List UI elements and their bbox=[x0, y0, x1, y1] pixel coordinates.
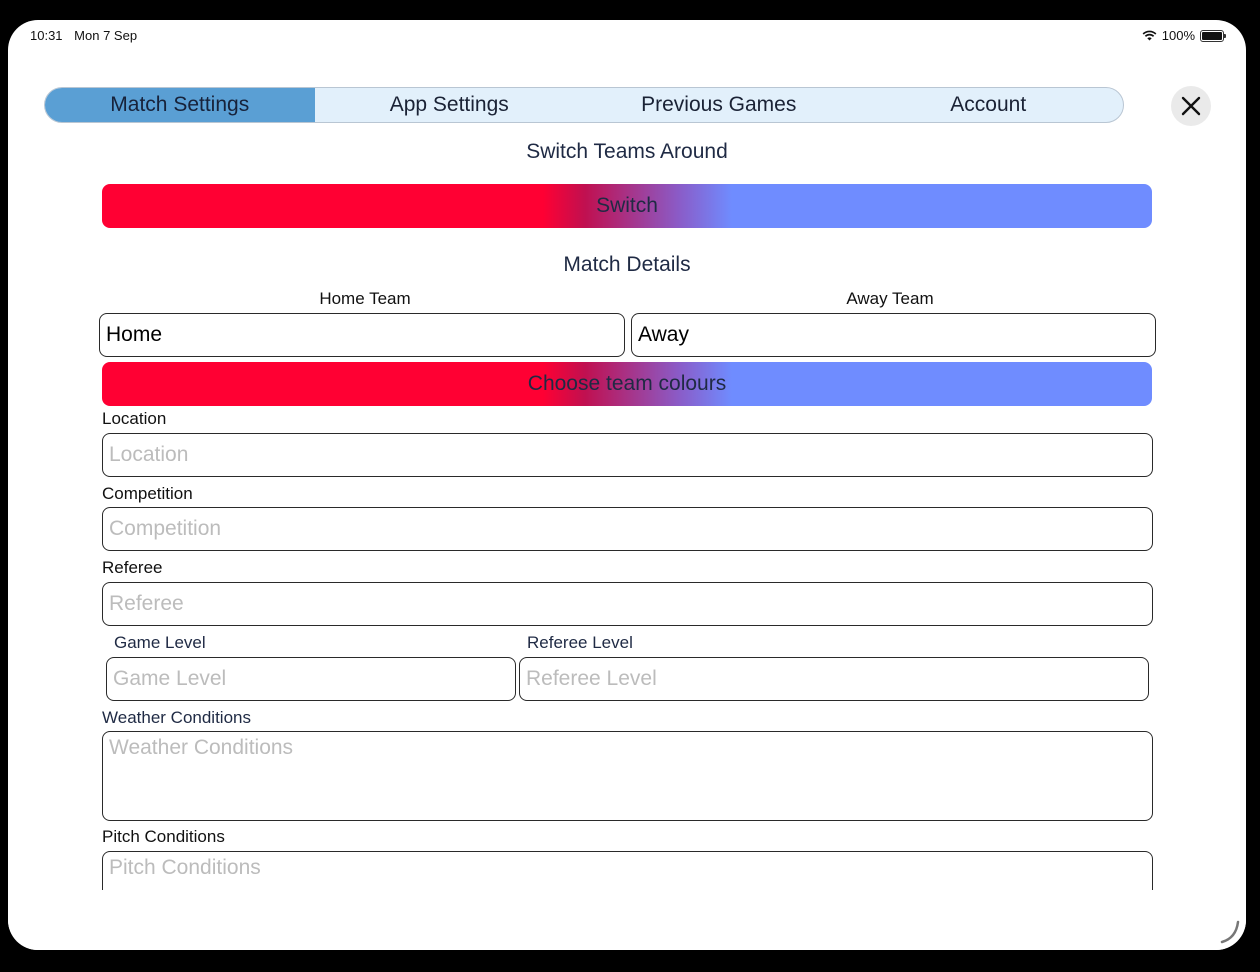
away-team-label: Away Team bbox=[846, 289, 934, 308]
battery-icon bbox=[1200, 30, 1224, 42]
competition-label: Competition bbox=[102, 484, 193, 503]
status-date: Mon 7 Sep bbox=[74, 28, 138, 43]
choose-team-colours-button[interactable]: Choose team colours bbox=[102, 362, 1152, 406]
weather-conditions-input[interactable] bbox=[102, 731, 1153, 821]
tab-account[interactable]: Account bbox=[950, 93, 1027, 116]
resize-handle-icon[interactable] bbox=[1220, 920, 1240, 944]
referee-label: Referee bbox=[102, 558, 163, 577]
home-team-input[interactable] bbox=[99, 313, 625, 357]
location-label: Location bbox=[102, 409, 167, 428]
battery-percent: 100% bbox=[1161, 28, 1195, 43]
settings-tab-bar bbox=[44, 87, 1124, 123]
switch-button[interactable]: Switch bbox=[102, 184, 1152, 228]
pitch-conditions-label: Pitch Conditions bbox=[102, 827, 225, 846]
referee-input[interactable] bbox=[102, 582, 1153, 626]
close-icon bbox=[1181, 96, 1201, 116]
weather-conditions-label: Weather Conditions bbox=[102, 708, 251, 727]
tab-app-settings[interactable]: App Settings bbox=[389, 93, 509, 116]
device-screen bbox=[8, 20, 1246, 950]
game-level-input[interactable] bbox=[106, 657, 516, 701]
status-bar bbox=[8, 20, 1246, 52]
game-level-label: Game Level bbox=[114, 633, 206, 652]
location-input[interactable] bbox=[102, 433, 1153, 477]
tab-match-settings[interactable]: Match Settings bbox=[45, 88, 315, 122]
away-team-input[interactable] bbox=[631, 313, 1156, 357]
competition-input[interactable] bbox=[102, 507, 1153, 551]
switch-teams-title: Switch Teams Around bbox=[526, 140, 728, 163]
match-details-title: Match Details bbox=[563, 253, 691, 276]
status-time: 10:31 bbox=[30, 28, 63, 43]
wifi-icon bbox=[1142, 30, 1157, 41]
home-team-label: Home Team bbox=[319, 289, 411, 308]
tab-previous-games[interactable]: Previous Games bbox=[641, 93, 797, 116]
close-button[interactable] bbox=[1171, 86, 1211, 126]
referee-level-input[interactable] bbox=[519, 657, 1149, 701]
referee-level-label: Referee Level bbox=[527, 633, 633, 652]
scroll-clip bbox=[8, 890, 1246, 950]
